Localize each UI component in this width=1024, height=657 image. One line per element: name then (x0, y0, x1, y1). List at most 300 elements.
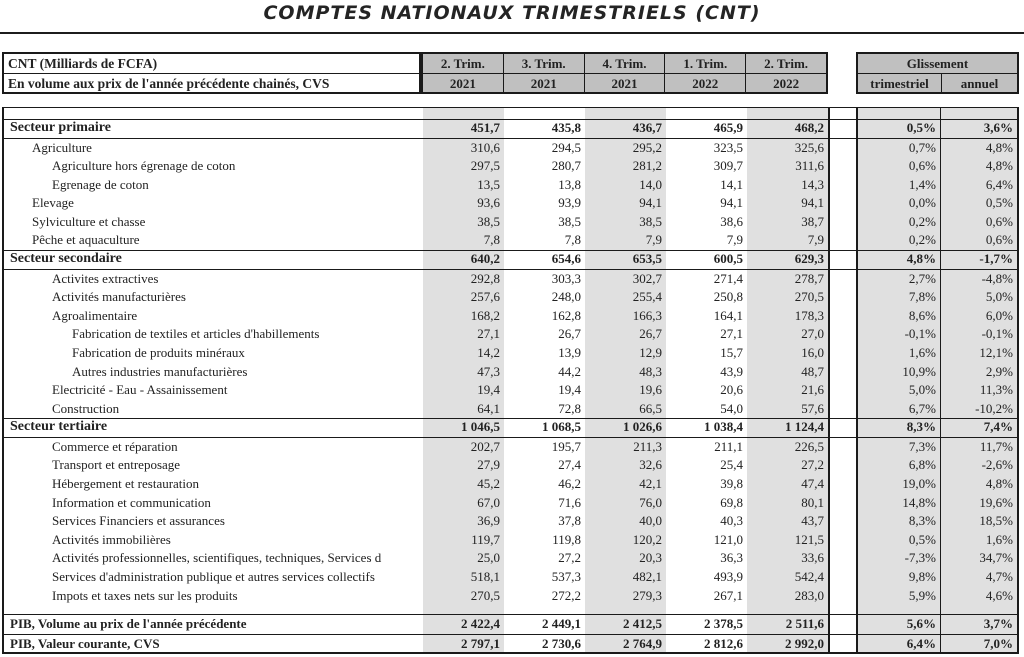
row-label (4, 231, 423, 250)
value-cell: 32,6 (585, 456, 666, 475)
row-label-text: Secteur secondaire (10, 251, 122, 267)
value-cell: 54,0 (720, 400, 743, 416)
value-cell: 72,8 (558, 400, 581, 416)
row-label-text: Agroalimentaire (52, 307, 138, 323)
table-row (4, 418, 1019, 438)
value-cell: 93,9 (558, 195, 581, 211)
value-cell: 13,9 (558, 344, 581, 360)
row-label-text: Fabrication de produits minéraux (72, 344, 245, 360)
glissement-trimestriel-cell: -7,3% (856, 549, 940, 568)
value-cell: 311,6 (747, 157, 828, 176)
value-cell: 43,9 (720, 363, 743, 379)
value-cell: 297,5 (423, 157, 504, 176)
row-label (4, 531, 423, 550)
value-cell: 7,8 (564, 232, 581, 248)
row-label (4, 213, 423, 232)
table-row (4, 250, 1019, 270)
value-cell: 44,2 (558, 363, 581, 379)
value-cell: 1 026,6 (585, 419, 666, 437)
value-cell: 271,4 (713, 270, 743, 286)
row-label-text: Services d'administration publique et autres services collectifs (52, 568, 375, 584)
value-cell: 27,4 (558, 457, 581, 473)
value-cell: 309,7 (713, 158, 743, 174)
value-cell: 1 068,5 (542, 419, 581, 435)
gap-cell (828, 194, 856, 213)
glissement-annuel-cell: -4,8% (940, 270, 1019, 289)
row-label (4, 381, 423, 400)
value-cell: 71,6 (558, 494, 581, 510)
value-cell (585, 108, 666, 119)
glissement-trimestriel-cell (856, 605, 940, 614)
table-row (4, 475, 1019, 494)
spacer-row (4, 605, 1019, 614)
table-row (4, 288, 1019, 307)
row-label (4, 549, 423, 568)
glissement-trimestriel-cell: 0,5% (856, 531, 940, 550)
glissement-trimestriel-cell: 14,8% (856, 494, 940, 513)
glissement-annuel-cell: 4,8% (940, 475, 1019, 494)
glissement-annuel-cell: 0,5% (940, 194, 1019, 213)
value-cell: 13,5 (423, 176, 504, 195)
value-cell: 27,2 (558, 550, 581, 566)
value-cell: 38,7 (747, 213, 828, 232)
value-cell: 164,1 (713, 307, 743, 323)
report-title: COMPTES NATIONAUX TRIMESTRIELS (CNT) (263, 2, 761, 24)
glissement-annuel-cell (940, 108, 1019, 119)
value-cell: 653,5 (585, 251, 666, 269)
value-cell: 38,5 (423, 213, 504, 232)
value-cell: 468,2 (747, 120, 828, 138)
glissement-trimestriel-cell: 2,7% (856, 270, 940, 289)
value-cell: 195,7 (551, 438, 581, 454)
value-cell: 94,1 (585, 194, 666, 213)
value-cell (423, 108, 504, 119)
table-row (4, 139, 1019, 158)
value-cell: 36,3 (720, 550, 743, 566)
value-cell (423, 605, 504, 614)
gap-cell (828, 549, 856, 568)
row-label (4, 120, 423, 138)
glissement-annuel-cell: 1,6% (940, 531, 1019, 550)
quarter-year: 2021 (449, 76, 476, 91)
table-row (4, 438, 1019, 457)
value-cell: 43,7 (747, 512, 828, 531)
value-cell: 19,4 (423, 381, 504, 400)
value-cell: 629,3 (747, 251, 828, 269)
value-cell: 2 412,5 (585, 615, 666, 634)
row-label (4, 456, 423, 475)
row-label-text: Electricité - Eau - Assainissement (52, 382, 228, 398)
quarter-year: 2021 (530, 76, 557, 91)
row-label-text: Sylviculture et chasse (32, 213, 146, 229)
table-row (4, 587, 1019, 606)
glissement-trimestriel-cell: 9,8% (856, 568, 940, 587)
row-label-text: Information et communication (52, 494, 211, 510)
glissement-annuel-cell (940, 605, 1019, 614)
row-label-text: Agriculture (32, 139, 92, 155)
value-cell: 280,7 (551, 158, 581, 174)
value-cell: 250,8 (713, 289, 743, 305)
glissement-trimestriel-cell: 10,9% (856, 363, 940, 382)
glissement-annuel-cell: 5,0% (940, 288, 1019, 307)
quarter-year: 2022 (773, 76, 800, 91)
table-row (4, 456, 1019, 475)
value-cell: 80,1 (747, 494, 828, 513)
value-cell: 2 812,6 (704, 636, 743, 652)
gap-cell (828, 120, 856, 138)
row-label (4, 512, 423, 531)
glissement-trimestriel-cell: 8,3% (856, 419, 940, 437)
value-cell: 248,0 (551, 289, 581, 305)
value-cell: 27,1 (720, 326, 743, 342)
value-cell: 2 730,6 (542, 636, 581, 652)
glissement-annuel-cell: 3,7% (940, 615, 1019, 634)
quarter-period: 3. Trim. (504, 54, 584, 74)
row-label-text: Impots et taxes nets sur les produits (52, 587, 238, 603)
glissement-annuel-cell: 7,4% (940, 419, 1019, 437)
row-label (4, 344, 423, 363)
row-label (4, 270, 423, 289)
value-cell: 69,8 (720, 494, 743, 510)
spacer-row (4, 108, 1019, 119)
row-label (4, 615, 423, 634)
value-cell: 37,8 (558, 513, 581, 529)
value-cell: 36,9 (423, 512, 504, 531)
row-label (4, 325, 423, 344)
value-cell (504, 605, 585, 614)
value-cell: 267,1 (713, 587, 743, 603)
gap-cell (828, 381, 856, 400)
glissement-trimestriel-cell: 19,0% (856, 475, 940, 494)
gap-cell (828, 139, 856, 158)
value-cell: 2 764,9 (585, 635, 666, 652)
glissement-trimestriel-cell: 0,7% (856, 139, 940, 158)
value-cell: 27,9 (423, 456, 504, 475)
table-row (4, 400, 1019, 419)
glissement-trimestriel-cell: 0,0% (856, 194, 940, 213)
gap-cell (828, 363, 856, 382)
value-cell: 2 422,4 (423, 615, 504, 634)
value-cell (666, 108, 747, 119)
glissement-trimestriel-cell: 5,0% (856, 381, 940, 400)
glissement-annuel-cell: 34,7% (940, 549, 1019, 568)
row-label (4, 288, 423, 307)
value-cell: 518,1 (423, 568, 504, 587)
row-label-text: Activites extractives (52, 270, 159, 286)
row-label (4, 157, 423, 176)
glissement-trimestriel-cell: 0,2% (856, 213, 940, 232)
quarter-header-cell (423, 54, 504, 92)
gap-cell (828, 400, 856, 419)
row-label-text: Autres industries manufacturières (72, 363, 248, 379)
quarter-year: 2021 (611, 76, 638, 91)
value-cell: 38,6 (720, 213, 743, 229)
gap-cell (828, 568, 856, 587)
value-cell: 47,3 (423, 363, 504, 382)
table-row (4, 119, 1019, 139)
value-cell: 45,2 (423, 475, 504, 494)
row-label-text: Secteur primaire (10, 120, 111, 135)
value-cell: 2 992,0 (747, 635, 828, 652)
gap-cell (828, 251, 856, 269)
gap-cell (828, 494, 856, 513)
quarter-header-cell (585, 54, 666, 92)
glissement-annuel-cell: 3,6% (940, 120, 1019, 138)
value-cell: 302,7 (585, 270, 666, 289)
table-row (4, 634, 1019, 654)
glissement-subcolumns (858, 74, 1017, 93)
table-row (4, 531, 1019, 550)
value-cell: 21,6 (747, 381, 828, 400)
row-label-text: Activités immobilières (52, 531, 171, 547)
glissement-trimestriel-cell: 1,6% (856, 344, 940, 363)
value-cell: 46,2 (558, 476, 581, 491)
value-cell: 121,0 (713, 531, 743, 547)
glissement-trimestriel-cell: 7,8% (856, 288, 940, 307)
gap-cell (828, 512, 856, 531)
quarter-period: 1. Trim. (665, 54, 745, 74)
glissement-trimestriel-cell: 6,8% (856, 456, 940, 475)
table-row (4, 157, 1019, 176)
value-cell: 257,6 (423, 288, 504, 307)
table-row (4, 325, 1019, 344)
row-label-text: Agriculture hors égrenage de coton (52, 158, 236, 174)
value-cell: 211,1 (714, 438, 743, 454)
gap-cell (828, 605, 856, 614)
glissement-trimestriel-cell: 0,6% (856, 157, 940, 176)
table-row (4, 494, 1019, 513)
value-cell: 48,7 (747, 363, 828, 382)
glissement-annuel-cell: 0,6% (940, 231, 1019, 250)
value-cell: 7,8 (423, 231, 504, 250)
value-cell: 13,8 (558, 176, 581, 192)
row-label (4, 475, 423, 494)
gap-cell (828, 419, 856, 437)
glissement-trimestriel-cell: 8,3% (856, 512, 940, 531)
glissement-annuel-cell: 2,9% (940, 363, 1019, 382)
value-cell: 16,0 (747, 344, 828, 363)
quarter-header-cell (746, 54, 826, 92)
glissement-annuel-cell: 19,6% (940, 494, 1019, 513)
value-cell: 283,0 (747, 587, 828, 606)
value-cell: 57,6 (747, 400, 828, 419)
glissement-annuel-cell: -10,2% (940, 400, 1019, 419)
row-label-text: Elevage (32, 195, 74, 211)
header-measure-label: En volume aux prix de l'année précédente chainés, CVS (8, 76, 330, 91)
table-row (4, 194, 1019, 213)
value-cell: 436,7 (585, 120, 666, 138)
value-cell: 279,3 (585, 587, 666, 606)
header-quarter-columns (421, 52, 828, 94)
gap-cell (828, 475, 856, 494)
value-cell: 20,3 (585, 549, 666, 568)
glissement-annuel-cell: 4,8% (940, 139, 1019, 158)
value-cell: 211,3 (585, 438, 666, 457)
value-cell: 120,2 (585, 531, 666, 550)
value-cell (585, 605, 666, 614)
value-cell: 303,3 (551, 270, 581, 286)
value-cell: 14,3 (747, 176, 828, 195)
row-label (4, 568, 423, 587)
value-cell: 1 124,4 (747, 419, 828, 437)
value-cell: 26,7 (585, 325, 666, 344)
value-cell: 48,3 (585, 363, 666, 382)
value-cell: 40,0 (585, 512, 666, 531)
gap-cell (828, 307, 856, 326)
gap-cell (828, 438, 856, 457)
row-label (4, 176, 423, 195)
row-label-text: Activités manufacturières (52, 289, 186, 305)
table-row (4, 568, 1019, 587)
value-cell: 94,1 (747, 194, 828, 213)
gap-cell (828, 456, 856, 475)
value-cell: 1 038,4 (704, 419, 743, 435)
row-label-text: Secteur tertiaire (10, 419, 108, 435)
value-cell: 493,9 (713, 568, 743, 584)
value-cell: 292,8 (423, 270, 504, 289)
value-cell: 2 378,5 (704, 616, 743, 632)
value-cell: 435,8 (551, 120, 581, 135)
row-label (4, 194, 423, 213)
value-cell: 27,1 (423, 325, 504, 344)
value-cell: 12,9 (585, 344, 666, 363)
value-cell: 38,5 (585, 213, 666, 232)
glissement-trimestriel-cell: 4,8% (856, 251, 940, 269)
value-cell: 42,1 (585, 475, 666, 494)
value-cell: 168,2 (423, 307, 504, 326)
gap-cell (828, 344, 856, 363)
glissement-trimestriel-cell (856, 108, 940, 119)
gap-cell (828, 270, 856, 289)
value-cell: 119,7 (423, 531, 504, 550)
table-row (4, 307, 1019, 326)
value-cell: 39,8 (720, 476, 743, 491)
table-row (4, 549, 1019, 568)
table-row (4, 363, 1019, 382)
glissement-annuel-cell: 12,1% (940, 344, 1019, 363)
row-label-text: Fabrication de textiles et articles d'habillements (72, 326, 320, 342)
value-cell: 323,5 (713, 139, 743, 155)
value-cell: 255,4 (585, 288, 666, 307)
table-row (4, 381, 1019, 400)
value-cell: 7,9 (747, 231, 828, 250)
glissement-trimestriel-cell: 8,6% (856, 307, 940, 326)
value-cell: 294,5 (551, 139, 581, 155)
header-left-cell (2, 52, 421, 94)
table-body (2, 107, 1019, 654)
value-cell: 7,9 (726, 232, 743, 248)
glissement-trimestriel-cell: 7,3% (856, 438, 940, 457)
value-cell: 38,5 (558, 213, 581, 229)
gap-cell (828, 108, 856, 119)
value-cell: 33,6 (747, 549, 828, 568)
gap-cell (828, 635, 856, 652)
table-row (4, 614, 1019, 634)
value-cell: 94,1 (720, 195, 743, 211)
row-label-text: Transport et entreposage (52, 457, 181, 473)
value-cell: 19,6 (585, 381, 666, 400)
row-label (4, 419, 423, 437)
value-cell: 93,6 (423, 194, 504, 213)
value-cell: 465,9 (713, 120, 743, 135)
row-label (4, 139, 423, 158)
header-gap (828, 52, 856, 94)
glissement-annuel-cell: 11,7% (940, 438, 1019, 457)
value-cell: 451,7 (423, 120, 504, 138)
value-cell (747, 605, 828, 614)
glissement-trimestriel-cell: 0,2% (856, 231, 940, 250)
value-cell: 278,7 (747, 270, 828, 289)
value-cell: 226,5 (747, 438, 828, 457)
value-cell: 27,0 (747, 325, 828, 344)
glissement-annuel-cell: 4,8% (940, 157, 1019, 176)
row-label-text: PIB, Valeur courante, CVS (10, 636, 160, 652)
gap-cell (828, 531, 856, 550)
value-cell: 270,5 (747, 288, 828, 307)
glissement-annuel-cell: -1,7% (940, 251, 1019, 269)
value-cell: 26,7 (558, 326, 581, 342)
value-cell: 325,6 (747, 139, 828, 158)
value-cell: 542,4 (747, 568, 828, 587)
value-cell: 2 797,1 (423, 635, 504, 652)
table-row (4, 512, 1019, 531)
row-label (4, 251, 423, 269)
quarter-period: 2. Trim. (746, 54, 826, 74)
gap-cell (828, 587, 856, 606)
glissement-trimestriel-cell: 1,4% (856, 176, 940, 195)
header-unit-label: CNT (Milliards de FCFA) (4, 54, 419, 74)
row-label-text: Pêche et aquaculture (32, 232, 140, 248)
glissement-title: Glissement (858, 54, 1017, 74)
header-glissement (856, 52, 1019, 94)
glissement-trimestriel-cell: 5,6% (856, 615, 940, 634)
value-cell: 14,1 (720, 176, 743, 192)
value-cell: 482,1 (585, 568, 666, 587)
quarter-header-cell (665, 54, 746, 92)
value-cell: 27,2 (747, 456, 828, 475)
gap-cell (828, 288, 856, 307)
row-label (4, 494, 423, 513)
value-cell: 2 449,1 (542, 616, 581, 632)
value-cell: 119,8 (552, 531, 581, 547)
value-cell: 178,3 (747, 307, 828, 326)
gap-cell (828, 176, 856, 195)
glissement-annuel-cell: 0,6% (940, 213, 1019, 232)
row-label (4, 108, 423, 119)
value-cell: 600,5 (713, 251, 743, 267)
value-cell: 202,7 (423, 438, 504, 457)
glissement-annuel-cell: -2,6% (940, 456, 1019, 475)
value-cell: 64,1 (423, 400, 504, 419)
table-row (4, 231, 1019, 250)
glissement-annuel-cell: 11,3% (940, 381, 1019, 400)
row-label-text: Activités professionnelles, scientifiques, techniques, Services d (52, 550, 382, 566)
glissement-trimestriel-cell: 5,9% (856, 587, 940, 606)
value-cell: 19,4 (558, 382, 581, 398)
value-cell: 14,2 (423, 344, 504, 363)
title-rule (0, 32, 1024, 34)
glissement-annuel-cell: 4,6% (940, 587, 1019, 606)
value-cell: 166,3 (585, 307, 666, 326)
glissement-annuel-cell: 18,5% (940, 512, 1019, 531)
row-label (4, 438, 423, 457)
value-cell: 640,2 (423, 251, 504, 269)
value-cell: 1 046,5 (423, 419, 504, 437)
row-label (4, 307, 423, 326)
row-label (4, 400, 423, 419)
gap-cell (828, 231, 856, 250)
value-cell: 40,3 (720, 513, 743, 529)
